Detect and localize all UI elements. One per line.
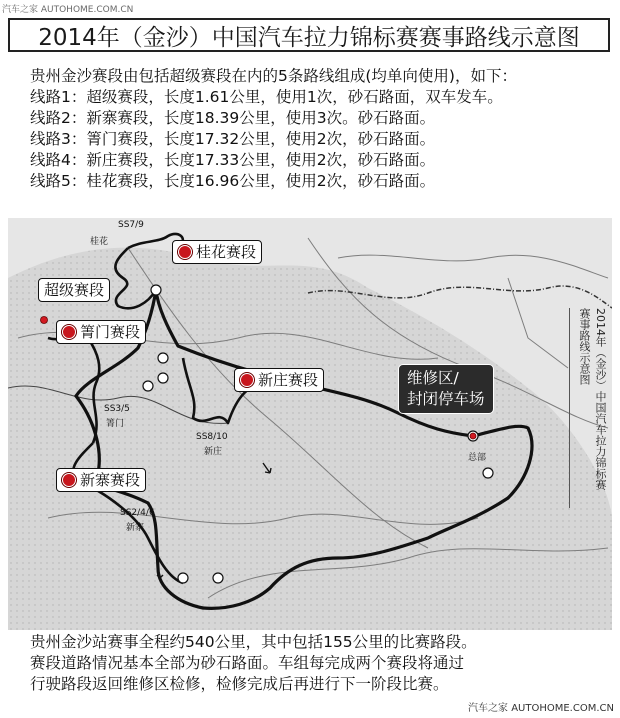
stage-label-qingmen: 箐门赛段 xyxy=(56,320,146,344)
map-label-ss2: SS2/4/6 xyxy=(120,508,155,518)
intro-line: 线路2：新寨赛段，长度18.39公里，使用3次。砂石路面。 xyxy=(30,109,436,127)
summary-line: 贵州金沙站赛事全程约540公里，其中包括155公里的比赛路段。 xyxy=(30,633,477,651)
stage-label-guihua: 桂花赛段 xyxy=(172,240,262,264)
stage-label-chaoji: 超级赛段 xyxy=(38,278,110,302)
intro-line: 线路5：桂花赛段，长度16.96公里，使用2次，砂石路面。 xyxy=(30,172,436,190)
intro-line: 贵州金沙赛段由包括超级赛段在内的5条路线组成(均单向使用)，如下： xyxy=(30,67,517,85)
map-label-zongbu: 总部 xyxy=(468,453,487,463)
intro-text xyxy=(30,66,610,192)
map-label-qingmen: 箐门 xyxy=(106,419,125,429)
stage-label-xinzhai: 新寨赛段 xyxy=(56,468,146,492)
intro-line: 线路1：超级赛段，长度1.61公里，使用1次，砂石路面，双车发车。 xyxy=(30,88,503,106)
map-label-ss7: SS7/9 xyxy=(118,220,144,230)
page-title: 2014年（金沙）中国汽车拉力锦标赛赛事路线示意图 xyxy=(8,18,610,52)
service-park-label xyxy=(398,364,494,414)
map-label-ss3: SS3/5 xyxy=(104,404,130,414)
stage-label-xinzhuang: 新庄赛段 xyxy=(234,368,324,392)
map-label-xinzhai: 新寨 xyxy=(126,523,145,533)
watermark-top: 汽车之家 AUTOHOME.COM.CN xyxy=(2,5,134,15)
intro-line: 线路4：新庄赛段，长度17.33公里，使用2次，砂石路面。 xyxy=(30,151,436,169)
map-label-guihua: 桂花 xyxy=(90,237,109,247)
intro-line: 线路3：箐门赛段，长度17.32公里，使用2次，砂石路面。 xyxy=(30,130,436,148)
map-label-ss8: SS8/10 xyxy=(196,432,228,442)
watermark-bottom: 汽车之家 AUTOHOME.COM.CN xyxy=(468,703,614,714)
summary-line: 赛段道路情况基本全部为砂石路面。车组每完成两个赛段将通过 xyxy=(30,654,465,672)
summary-line: 行驶路段返回维修区检修，检修完成后再进行下一阶段比赛。 xyxy=(30,675,449,693)
service-park-line: 封闭停车场 xyxy=(407,390,485,408)
route-map xyxy=(8,218,612,630)
summary-text xyxy=(30,632,610,695)
map-vertical-title: 2014年（金沙）中国汽车拉力锦标赛 赛事路线示意图 xyxy=(569,308,608,508)
map-label-xinzhuang: 新庄 xyxy=(204,447,223,457)
service-park-line: 维修区/ xyxy=(407,369,459,387)
